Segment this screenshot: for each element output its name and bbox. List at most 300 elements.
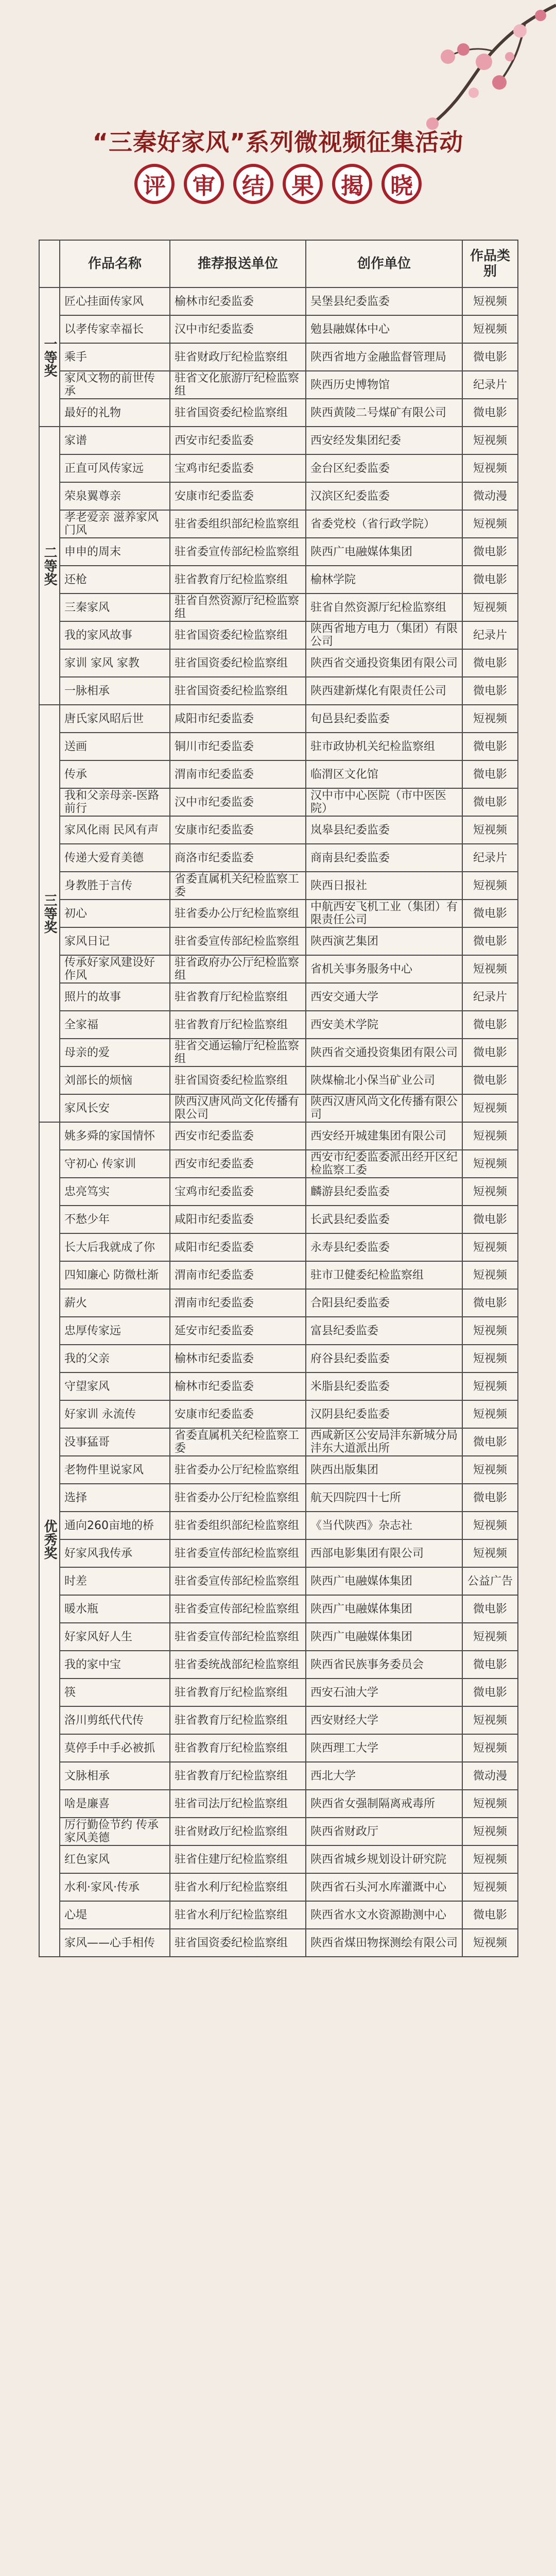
- work-name-cell: 传承: [60, 760, 170, 788]
- table-row: [39, 1428, 518, 1456]
- work-name-cell: 家风文物的前世传承: [60, 371, 170, 399]
- category-cell: 短视频: [462, 1456, 518, 1484]
- work-name-cell: 啥是廉喜: [60, 1790, 170, 1818]
- recommending-unit-cell: 驻省委办公厅纪检监察组: [170, 900, 306, 927]
- table-row: [39, 315, 518, 343]
- category-cell: 微电影: [462, 1011, 518, 1039]
- category-cell: 微电影: [462, 760, 518, 788]
- category-cell: 微电影: [462, 1206, 518, 1233]
- category-cell: 短视频: [462, 1150, 518, 1178]
- page-title: “三秦好家风”系列微视频征集活动: [92, 128, 464, 156]
- creating-unit-cell: 陕西广电融媒体集团: [306, 1567, 462, 1595]
- category-cell: 微电影: [462, 1595, 518, 1623]
- creating-unit-cell: 陕西省城乡规划设计研究院: [306, 1845, 462, 1873]
- table-row: [39, 1261, 518, 1289]
- table-body: [39, 287, 518, 1957]
- table-row: [39, 844, 518, 872]
- category-cell: 纪录片: [462, 621, 518, 649]
- table-row: [39, 1317, 518, 1345]
- category-cell: 微电影: [462, 733, 518, 760]
- table-row: [39, 1372, 518, 1400]
- category-cell: 短视频: [462, 1929, 518, 1957]
- work-name-cell: 莫停手中手必被抓: [60, 1734, 170, 1762]
- recommending-unit-cell: 西安市纪委监委: [170, 1122, 306, 1150]
- creating-unit-cell: 米脂县纪委监委: [306, 1372, 462, 1400]
- recommending-unit-cell: 安康市纪委监委: [170, 482, 306, 510]
- work-name-cell: 守望家风: [60, 1372, 170, 1400]
- table-row: [39, 1039, 518, 1066]
- category-cell: 短视频: [462, 510, 518, 538]
- recommending-unit-cell: 陕西汉唐风尚文化传播有限公司: [170, 1094, 306, 1122]
- category-cell: 微电影: [462, 1901, 518, 1929]
- table-row: [39, 1734, 518, 1762]
- recommending-unit-cell: 商洛市纪委监委: [170, 844, 306, 872]
- creating-unit-cell: 榆林学院: [306, 566, 462, 594]
- category-cell: 短视频: [462, 1845, 518, 1873]
- category-cell: 短视频: [462, 1372, 518, 1400]
- subtitle-seal: 揭: [332, 164, 372, 204]
- category-cell: 短视频: [462, 1623, 518, 1651]
- creating-unit-cell: 西咸新区公安局沣东新城分局沣东大道派出所: [306, 1428, 462, 1456]
- recommending-unit-cell: 驻省政府办公厅纪检监察组: [170, 955, 306, 983]
- creating-unit-cell: 长武县纪委监委: [306, 1206, 462, 1233]
- recommending-unit-cell: 驻省教育厅纪检监察组: [170, 1706, 306, 1734]
- recommending-unit-cell: 咸阳市纪委监委: [170, 705, 306, 733]
- recommending-unit-cell: 驻省委宣传部纪检监察组: [170, 538, 306, 566]
- table-row: [39, 399, 518, 427]
- creating-unit-cell: 合阳县纪委监委: [306, 1289, 462, 1317]
- work-name-cell: 老物件里说家风: [60, 1456, 170, 1484]
- category-cell: 短视频: [462, 1790, 518, 1818]
- award-group-label: 一等奖: [39, 287, 60, 427]
- creating-unit-cell: 陕西汉唐风尚文化传播有限公司: [306, 1094, 462, 1122]
- category-cell: 微电影: [462, 677, 518, 705]
- work-name-cell: 初心: [60, 900, 170, 927]
- category-cell: 微电影: [462, 1289, 518, 1317]
- recommending-unit-cell: 驻省自然资源厅纪检监察组: [170, 594, 306, 621]
- category-cell: 纪录片: [462, 371, 518, 399]
- recommending-unit-cell: 驻省住建厅纪检监察组: [170, 1845, 306, 1873]
- work-name-cell: 家风——心手相传: [60, 1929, 170, 1957]
- table-row: [39, 900, 518, 927]
- work-name-cell: 家谱: [60, 427, 170, 454]
- table-row: [39, 1929, 518, 1957]
- table-row: [39, 1762, 518, 1790]
- creating-unit-cell: 西安石油大学: [306, 1679, 462, 1706]
- work-name-cell: 筷: [60, 1679, 170, 1706]
- recommending-unit-cell: 驻省委宣传部纪检监察组: [170, 1539, 306, 1567]
- work-name-cell: 一脉相承: [60, 677, 170, 705]
- category-cell: 微电影: [462, 343, 518, 371]
- recommending-unit-cell: 驻省财政厅纪检监察组: [170, 343, 306, 371]
- recommending-unit-cell: 汉中市纪委监委: [170, 315, 306, 343]
- work-name-cell: 忠厚传家远: [60, 1317, 170, 1345]
- work-name-cell: 匠心挂面传家风: [60, 287, 170, 315]
- table-row: [39, 1456, 518, 1484]
- table-row: [39, 1651, 518, 1679]
- table-row: [39, 1178, 518, 1206]
- creating-unit-cell: 陕西建新煤化有限责任公司: [306, 677, 462, 705]
- recommending-unit-cell: 驻省财政厅纪检监察组: [170, 1818, 306, 1845]
- creating-unit-cell: 陕西省交通投资集团有限公司: [306, 649, 462, 677]
- recommending-unit-cell: 驻省水利厅纪检监察组: [170, 1873, 306, 1901]
- category-cell: 短视频: [462, 1400, 518, 1428]
- work-name-cell: 四知廉心 防微杜渐: [60, 1261, 170, 1289]
- header-award: [39, 240, 60, 287]
- header-work-name: 作品名称: [60, 240, 170, 287]
- award-group-label: 优秀奖: [39, 1122, 60, 1957]
- creating-unit-cell: 西安交通大学: [306, 983, 462, 1011]
- creating-unit-cell: 陕西广电融媒体集团: [306, 538, 462, 566]
- category-cell: 短视频: [462, 315, 518, 343]
- subtitle-seal: 评: [134, 164, 175, 204]
- table-row: [39, 1289, 518, 1317]
- recommending-unit-cell: 驻省国资委纪检监察组: [170, 1066, 306, 1094]
- category-cell: 微电影: [462, 1066, 518, 1094]
- table-row: [39, 1873, 518, 1901]
- subtitle-seal: 审: [184, 164, 224, 204]
- category-cell: 微电影: [462, 399, 518, 427]
- header: [0, 0, 556, 227]
- table-row: [39, 733, 518, 760]
- recommending-unit-cell: 驻省国资委纪检监察组: [170, 677, 306, 705]
- recommending-unit-cell: 咸阳市纪委监委: [170, 1233, 306, 1261]
- recommending-unit-cell: 汉中市纪委监委: [170, 788, 306, 816]
- category-cell: 短视频: [462, 427, 518, 454]
- table-row: [39, 649, 518, 677]
- recommending-unit-cell: 安康市纪委监委: [170, 816, 306, 844]
- creating-unit-cell: 吴堡县纪委监委: [306, 287, 462, 315]
- category-cell: 微电影: [462, 1484, 518, 1512]
- work-name-cell: 全家福: [60, 1011, 170, 1039]
- category-cell: 短视频: [462, 705, 518, 733]
- recommending-unit-cell: 驻省教育厅纪检监察组: [170, 1679, 306, 1706]
- creating-unit-cell: 勉县融媒体中心: [306, 315, 462, 343]
- work-name-cell: 家风日记: [60, 927, 170, 955]
- table-row: [39, 1345, 518, 1372]
- work-name-cell: 最好的礼物: [60, 399, 170, 427]
- table-row: [39, 1150, 518, 1178]
- category-cell: 微电影: [462, 538, 518, 566]
- creating-unit-cell: 陕西省煤田物探测绘有限公司: [306, 1929, 462, 1957]
- work-name-cell: 没事猛哥: [60, 1428, 170, 1456]
- recommending-unit-cell: 榆林市纪委监委: [170, 1345, 306, 1372]
- recommending-unit-cell: 渭南市纪委监委: [170, 760, 306, 788]
- work-name-cell: 心堤: [60, 1901, 170, 1929]
- recommending-unit-cell: 西安市纪委监委: [170, 1150, 306, 1178]
- work-name-cell: 身教胜于言传: [60, 872, 170, 900]
- table-header-row: [39, 240, 518, 287]
- recommending-unit-cell: 驻省教育厅纪检监察组: [170, 1011, 306, 1039]
- table-row: [39, 566, 518, 594]
- work-name-cell: 家风长安: [60, 1094, 170, 1122]
- table-row: [39, 705, 518, 733]
- recommending-unit-cell: 渭南市纪委监委: [170, 1289, 306, 1317]
- subtitle-seal: 晓: [381, 164, 422, 204]
- work-name-cell: 母亲的爱: [60, 1039, 170, 1066]
- category-cell: 微电影: [462, 788, 518, 816]
- creating-unit-cell: 陕西理工大学: [306, 1734, 462, 1762]
- work-name-cell: 还枪: [60, 566, 170, 594]
- creating-unit-cell: 陕西历史博物馆: [306, 371, 462, 399]
- table-row: [39, 454, 518, 482]
- category-cell: 短视频: [462, 1539, 518, 1567]
- table-row: [39, 1623, 518, 1651]
- creating-unit-cell: 中航西安飞机工业（集团）有限责任公司: [306, 900, 462, 927]
- creating-unit-cell: 汉阴县纪委监委: [306, 1400, 462, 1428]
- table-row: [39, 538, 518, 566]
- table-row: [39, 955, 518, 983]
- creating-unit-cell: 西北大学: [306, 1762, 462, 1790]
- category-cell: 短视频: [462, 594, 518, 621]
- work-name-cell: 忠亮笃实: [60, 1178, 170, 1206]
- header-creating-unit: 创作单位: [306, 240, 462, 287]
- recommending-unit-cell: 延安市纪委监委: [170, 1317, 306, 1345]
- category-cell: 短视频: [462, 1818, 518, 1845]
- work-name-cell: 暖水瓶: [60, 1595, 170, 1623]
- work-name-cell: 荣泉翼尊亲: [60, 482, 170, 510]
- category-cell: 短视频: [462, 955, 518, 983]
- category-cell: 短视频: [462, 287, 518, 315]
- creating-unit-cell: 西安市纪委监委派出经开区纪检监察工委: [306, 1150, 462, 1178]
- category-cell: 微动漫: [462, 1762, 518, 1790]
- category-cell: 短视频: [462, 1512, 518, 1539]
- creating-unit-cell: 旬邑县纪委监委: [306, 705, 462, 733]
- work-name-cell: 薪火: [60, 1289, 170, 1317]
- work-name-cell: 我和父亲母亲-医路前行: [60, 788, 170, 816]
- recommending-unit-cell: 驻省司法厅纪检监察组: [170, 1790, 306, 1818]
- recommending-unit-cell: 驻省委组织部纪检监察组: [170, 1512, 306, 1539]
- table-row: [39, 1567, 518, 1595]
- table-row: [39, 760, 518, 788]
- table-row: [39, 1595, 518, 1623]
- creating-unit-cell: 永寿县纪委监委: [306, 1233, 462, 1261]
- category-cell: 短视频: [462, 816, 518, 844]
- work-name-cell: 我的父亲: [60, 1345, 170, 1372]
- recommending-unit-cell: 驻省委宣传部纪检监察组: [170, 1595, 306, 1623]
- award-group-label: 三等奖: [39, 705, 60, 1122]
- recommending-unit-cell: 驻省委统战部纪检监察组: [170, 1651, 306, 1679]
- work-name-cell: 我的家中宝: [60, 1651, 170, 1679]
- category-cell: 短视频: [462, 1178, 518, 1206]
- recommending-unit-cell: 驻省委办公厅纪检监察组: [170, 1456, 306, 1484]
- recommending-unit-cell: 宝鸡市纪委监委: [170, 454, 306, 482]
- category-cell: 短视频: [462, 1873, 518, 1901]
- table-row: [39, 1094, 518, 1122]
- table-row: [39, 1845, 518, 1873]
- work-name-cell: 好家训 永流传: [60, 1400, 170, 1428]
- results-table: [39, 240, 518, 1957]
- category-cell: 公益广告: [462, 1567, 518, 1595]
- category-cell: 微电影: [462, 1651, 518, 1679]
- work-name-cell: 我的家风故事: [60, 621, 170, 649]
- creating-unit-cell: 陕西广电融媒体集团: [306, 1623, 462, 1651]
- recommending-unit-cell: 渭南市纪委监委: [170, 1261, 306, 1289]
- table-row: [39, 1122, 518, 1150]
- work-name-cell: 照片的故事: [60, 983, 170, 1011]
- category-cell: 短视频: [462, 872, 518, 900]
- category-cell: 纪录片: [462, 983, 518, 1011]
- recommending-unit-cell: 咸阳市纪委监委: [170, 1206, 306, 1233]
- recommending-unit-cell: 驻省国资委纪检监察组: [170, 1929, 306, 1957]
- category-cell: 微动漫: [462, 482, 518, 510]
- creating-unit-cell: 省机关事务服务中心: [306, 955, 462, 983]
- recommending-unit-cell: 驻省水利厅纪检监察组: [170, 1901, 306, 1929]
- table-row: [39, 1206, 518, 1233]
- work-name-cell: 乘手: [60, 343, 170, 371]
- work-name-cell: 传递大爱育美德: [60, 844, 170, 872]
- table-row: [39, 1011, 518, 1039]
- work-name-cell: 通向260亩地的桥: [60, 1512, 170, 1539]
- category-cell: 微电影: [462, 1428, 518, 1456]
- creating-unit-cell: 陕西黄陵二号煤矿有限公司: [306, 399, 462, 427]
- category-cell: 微电影: [462, 1039, 518, 1066]
- work-name-cell: 申申的周末: [60, 538, 170, 566]
- work-name-cell: 时差: [60, 1567, 170, 1595]
- subtitle-seal: 结: [233, 164, 273, 204]
- table-row: [39, 1818, 518, 1845]
- creating-unit-cell: 岚皋县纪委监委: [306, 816, 462, 844]
- work-name-cell: 送画: [60, 733, 170, 760]
- creating-unit-cell: 西安美术学院: [306, 1011, 462, 1039]
- category-cell: 短视频: [462, 1706, 518, 1734]
- recommending-unit-cell: 驻省文化旅游厅纪检监察组: [170, 371, 306, 399]
- table-row: [39, 287, 518, 315]
- work-name-cell: 以孝传家幸福长: [60, 315, 170, 343]
- table-row: [39, 594, 518, 621]
- table-row: [39, 1400, 518, 1428]
- creating-unit-cell: 驻市卫健委纪检监察组: [306, 1261, 462, 1289]
- table-row: [39, 1233, 518, 1261]
- work-name-cell: 三秦家风: [60, 594, 170, 621]
- creating-unit-cell: 麟游县纪委监委: [306, 1178, 462, 1206]
- recommending-unit-cell: 驻省国资委纪检监察组: [170, 649, 306, 677]
- table-row: [39, 1066, 518, 1094]
- recommending-unit-cell: 西安市纪委监委: [170, 427, 306, 454]
- creating-unit-cell: 陕西演艺集团: [306, 927, 462, 955]
- table-row: [39, 1512, 518, 1539]
- creating-unit-cell: 陕西出版集团: [306, 1456, 462, 1484]
- table-row: [39, 1901, 518, 1929]
- creating-unit-cell: 陕西日报社: [306, 872, 462, 900]
- award-group-label: 二等奖: [39, 427, 60, 705]
- work-name-cell: 选择: [60, 1484, 170, 1512]
- work-name-cell: 长大后我就成了你: [60, 1233, 170, 1261]
- creating-unit-cell: 西安经发集团纪委: [306, 427, 462, 454]
- header-category: 作品类别: [462, 240, 518, 287]
- category-cell: 微电影: [462, 900, 518, 927]
- creating-unit-cell: 驻市政协机关纪检监察组: [306, 733, 462, 760]
- creating-unit-cell: 陕西省石头河水库灌溉中心: [306, 1873, 462, 1901]
- creating-unit-cell: 航天四院四十七所: [306, 1484, 462, 1512]
- creating-unit-cell: 陕西省交通投资集团有限公司: [306, 1039, 462, 1066]
- recommending-unit-cell: 驻省委宣传部纪检监察组: [170, 927, 306, 955]
- creating-unit-cell: 陕煤榆北小保当矿业公司: [306, 1066, 462, 1094]
- creating-unit-cell: 陕西省水文水资源勘测中心: [306, 1901, 462, 1929]
- recommending-unit-cell: 榆林市纪委监委: [170, 287, 306, 315]
- category-cell: 微电影: [462, 927, 518, 955]
- table-row: [39, 872, 518, 900]
- work-name-cell: 厉行勤俭节约 传承家风美德: [60, 1818, 170, 1845]
- creating-unit-cell: 金台区纪委监委: [306, 454, 462, 482]
- creating-unit-cell: 省委党校（省行政学院）: [306, 510, 462, 538]
- table-row: [39, 621, 518, 649]
- recommending-unit-cell: 省委直属机关纪检监察工委: [170, 872, 306, 900]
- category-cell: 短视频: [462, 1345, 518, 1372]
- creating-unit-cell: 驻省自然资源厅纪检监察组: [306, 594, 462, 621]
- work-name-cell: 孝老爱亲 滋养家风门风: [60, 510, 170, 538]
- work-name-cell: 文脉相承: [60, 1762, 170, 1790]
- recommending-unit-cell: 驻省教育厅纪检监察组: [170, 1734, 306, 1762]
- category-cell: 微电影: [462, 1679, 518, 1706]
- work-name-cell: 姚多舜的家国情怀: [60, 1122, 170, 1150]
- work-name-cell: 洛川剪纸代代传: [60, 1706, 170, 1734]
- work-name-cell: 家训 家风 家教: [60, 649, 170, 677]
- recommending-unit-cell: 驻省委宣传部纪检监察组: [170, 1567, 306, 1595]
- table-row: [39, 816, 518, 844]
- table-row: [39, 1706, 518, 1734]
- recommending-unit-cell: 驻省教育厅纪检监察组: [170, 1762, 306, 1790]
- recommending-unit-cell: 驻省委办公厅纪检监察组: [170, 1484, 306, 1512]
- work-name-cell: 刘部长的烦恼: [60, 1066, 170, 1094]
- work-name-cell: 正直可风传家远: [60, 454, 170, 482]
- creating-unit-cell: 陕西省民族事务委员会: [306, 1651, 462, 1679]
- table-row: [39, 427, 518, 454]
- recommending-unit-cell: 驻省教育厅纪检监察组: [170, 566, 306, 594]
- table-row: [39, 983, 518, 1011]
- subtitle-seal: 果: [283, 164, 323, 204]
- category-cell: 纪录片: [462, 844, 518, 872]
- recommending-unit-cell: 省委直属机关纪检监察工委: [170, 1428, 306, 1456]
- table-row: [39, 1539, 518, 1567]
- category-cell: 短视频: [462, 1122, 518, 1150]
- recommending-unit-cell: 驻省委组织部纪检监察组: [170, 510, 306, 538]
- recommending-unit-cell: 榆林市纪委监委: [170, 1372, 306, 1400]
- recommending-unit-cell: 驻省国资委纪检监察组: [170, 621, 306, 649]
- creating-unit-cell: 《当代陕西》杂志社: [306, 1512, 462, 1539]
- category-cell: 微电影: [462, 566, 518, 594]
- creating-unit-cell: 陕西省财政厅: [306, 1818, 462, 1845]
- recommending-unit-cell: 宝鸡市纪委监委: [170, 1178, 306, 1206]
- table-row: [39, 482, 518, 510]
- work-name-cell: 唐氏家风昭后世: [60, 705, 170, 733]
- creating-unit-cell: 汉中市中心医院（市中医医院）: [306, 788, 462, 816]
- work-name-cell: 不愁少年: [60, 1206, 170, 1233]
- table-row: [39, 510, 518, 538]
- creating-unit-cell: 富县纪委监委: [306, 1317, 462, 1345]
- table-row: [39, 1679, 518, 1706]
- creating-unit-cell: 陕西省地方电力（集团）有限公司: [306, 621, 462, 649]
- work-name-cell: 好家风我传承: [60, 1539, 170, 1567]
- creating-unit-cell: 临渭区文化馆: [306, 760, 462, 788]
- category-cell: 微电影: [462, 649, 518, 677]
- results-table-wrapper: [39, 240, 517, 1957]
- recommending-unit-cell: 驻省交通运输厅纪检监察组: [170, 1039, 306, 1066]
- table-row: [39, 1484, 518, 1512]
- recommending-unit-cell: 驻省委宣传部纪检监察组: [170, 1623, 306, 1651]
- work-name-cell: 传承好家风建设好作风: [60, 955, 170, 983]
- table-row: [39, 1790, 518, 1818]
- creating-unit-cell: 商南县纪委监委: [306, 844, 462, 872]
- category-cell: 短视频: [462, 1261, 518, 1289]
- category-cell: 短视频: [462, 1233, 518, 1261]
- recommending-unit-cell: 驻省国资委纪检监察组: [170, 399, 306, 427]
- work-name-cell: 水利·家风·传承: [60, 1873, 170, 1901]
- table-row: [39, 927, 518, 955]
- category-cell: 短视频: [462, 454, 518, 482]
- category-cell: 短视频: [462, 1734, 518, 1762]
- recommending-unit-cell: 铜川市纪委监委: [170, 733, 306, 760]
